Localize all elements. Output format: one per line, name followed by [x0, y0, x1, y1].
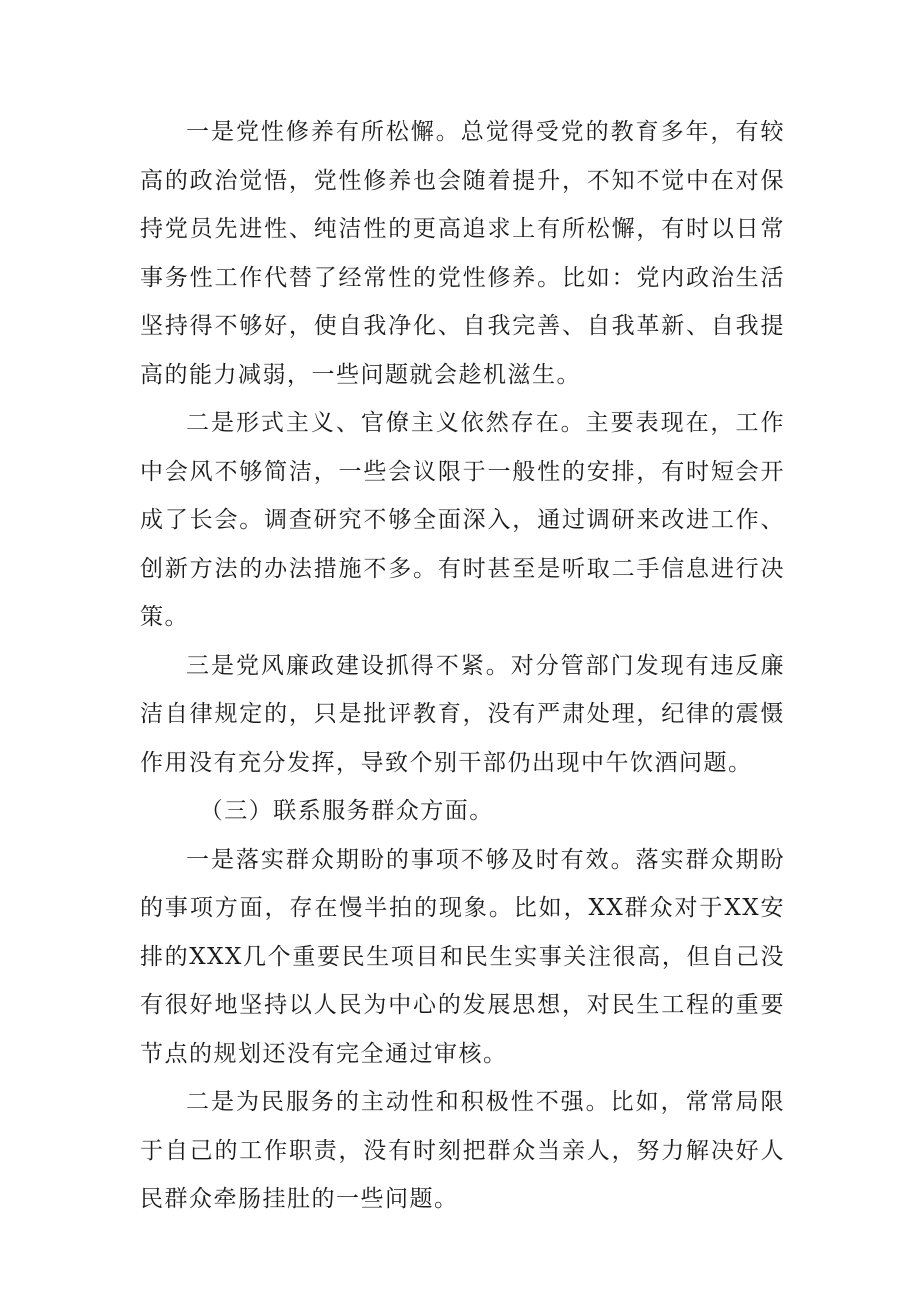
paragraph-integrity: 三是党风廉政建设抓得不紧。对分管部门发现有违反廉洁自律规定的，只是批评教育，没有严肃处理，纪律的震慑作用没有充分发挥，导致个别干部仍出现中午饮酒问题。	[140, 652, 785, 776]
paragraph-service-initiative: 二是为民服务的主动性和积极性不强。比如，常常局限于自己的工作职责，没有时刻把群众当亲人，努力解决好人民群众牵肠挂肚的一些问题。	[140, 1089, 785, 1212]
paragraph-public-expectations: 一是落实群众期盼的事项不够及时有效。落实群众期盼的事项方面，存在慢半拍的现象。比如，XX群众对于XX安排的XXX几个重要民生项目和民生实事关注很高，但自己没有很好地坚持以人民为中心的发展思想，对民生工程的重要节点的规划还没有完全通过审核。	[140, 846, 785, 1067]
paragraph-party-cultivation: 一是党性修养有所松懈。总觉得受党的教育多年，有较高的政治觉悟，党性修养也会随着提升，不知不觉中在对保持党员先进性、纯洁性的更高追求上有所松懈，有时以日常事务性工作代替了经常性的党性修养。比如：党内政治生活坚持得不够好，使自我净化、自我完善、自我革新、自我提高的能力减弱，一些问题就会趁机滋生。	[140, 119, 785, 388]
document-body	[140, 108, 785, 1224]
paragraph-formalism: 二是形式主义、官僚主义依然存在。主要表现在，工作中会风不够简洁，一些会议限于一般性的安排，有时短会开成了长会。调查研究不够全面深入，通过调研来改进工作、创新方法的办法措施不多。有时甚至是听取二手信息进行决策。	[140, 410, 785, 630]
section-heading: （三）联系服务群众方面。	[199, 798, 494, 824]
